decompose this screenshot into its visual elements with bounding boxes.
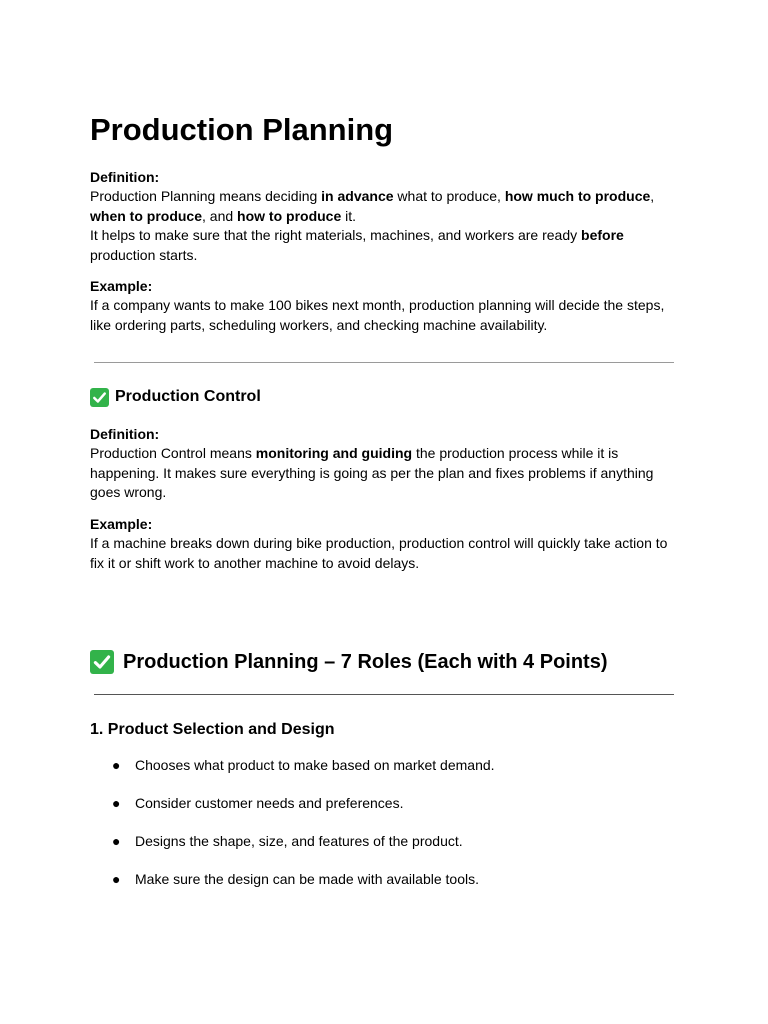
list-item-text: Chooses what product to make based on market demand. (135, 757, 495, 773)
example-label: Example: (90, 278, 153, 294)
list-item-text: Consider customer needs and preferences. (135, 795, 404, 811)
definition-line (90, 444, 690, 463)
bold-text-run: when to produce (90, 207, 202, 224)
section-heading-label: Production Control (115, 388, 261, 405)
definition-line (90, 207, 690, 226)
bold-text-run: monitoring and guiding (255, 445, 413, 462)
list-item (112, 794, 495, 832)
list-item (112, 870, 495, 908)
bullet-icon: ● (112, 833, 121, 849)
bullet-icon: ● (112, 871, 121, 887)
definition-label: Definition: (90, 169, 160, 185)
text-run: it. (341, 207, 357, 224)
text-run: , (650, 188, 655, 205)
list-item (112, 832, 495, 870)
control-example (90, 515, 690, 573)
definition-line: goes wrong. (90, 484, 167, 501)
text-run: , and (202, 207, 238, 224)
bold-text-run: how to produce (237, 207, 342, 224)
example-line: fix it or shift work to another machine to avoid delays. (90, 554, 420, 571)
definition-label: Definition: (90, 426, 160, 442)
example-line: If a company wants to make 100 bikes next month, production planning will decide the steps, (90, 297, 665, 314)
definition-line: happening. It makes sure everything is going as per the plan and fixes problems if anything (90, 464, 654, 481)
text-run: the production process while it is (412, 445, 619, 462)
bullet-list (112, 756, 495, 908)
example-line: If a machine breaks down during bike production, production control will quickly take action to (90, 535, 668, 552)
section-heading-label: Production Planning – 7 Roles (Each with 4 Points) (123, 651, 608, 673)
example-line: like ordering parts, scheduling workers, and checking machine availability. (90, 316, 548, 333)
section-heading-production-control (90, 386, 261, 408)
bold-text-run: before (581, 227, 624, 244)
page-title: Production Planning (90, 112, 394, 147)
definition-line (90, 187, 690, 206)
check-mark-button-icon (90, 388, 109, 407)
bold-text-run: how much to produce (504, 188, 651, 205)
subsection-heading: 1. Product Selection and Design (90, 721, 335, 738)
list-item-text: Make sure the design can be made with available tools. (135, 871, 479, 887)
divider (94, 362, 674, 363)
check-mark-button-icon (90, 650, 114, 674)
text-run: Production Control means (90, 445, 256, 462)
text-run: It helps to make sure that the right materials, machines, and workers are ready (90, 227, 582, 244)
definition-line (90, 226, 690, 245)
text-run: what to produce, (393, 188, 505, 205)
bullet-icon: ● (112, 757, 121, 773)
definition-line: production starts. (90, 246, 198, 263)
list-item-text: Designs the shape, size, and features of the product. (135, 833, 463, 849)
planning-example (90, 277, 690, 335)
control-definition (90, 425, 690, 503)
bullet-icon: ● (112, 795, 121, 811)
example-label: Example: (90, 516, 153, 532)
list-item (112, 756, 495, 794)
bold-text-run: in advance (321, 188, 394, 205)
divider (94, 694, 674, 695)
text-run: Production Planning means deciding (90, 188, 322, 205)
planning-definition (90, 168, 690, 265)
section-heading-roles (90, 648, 608, 676)
